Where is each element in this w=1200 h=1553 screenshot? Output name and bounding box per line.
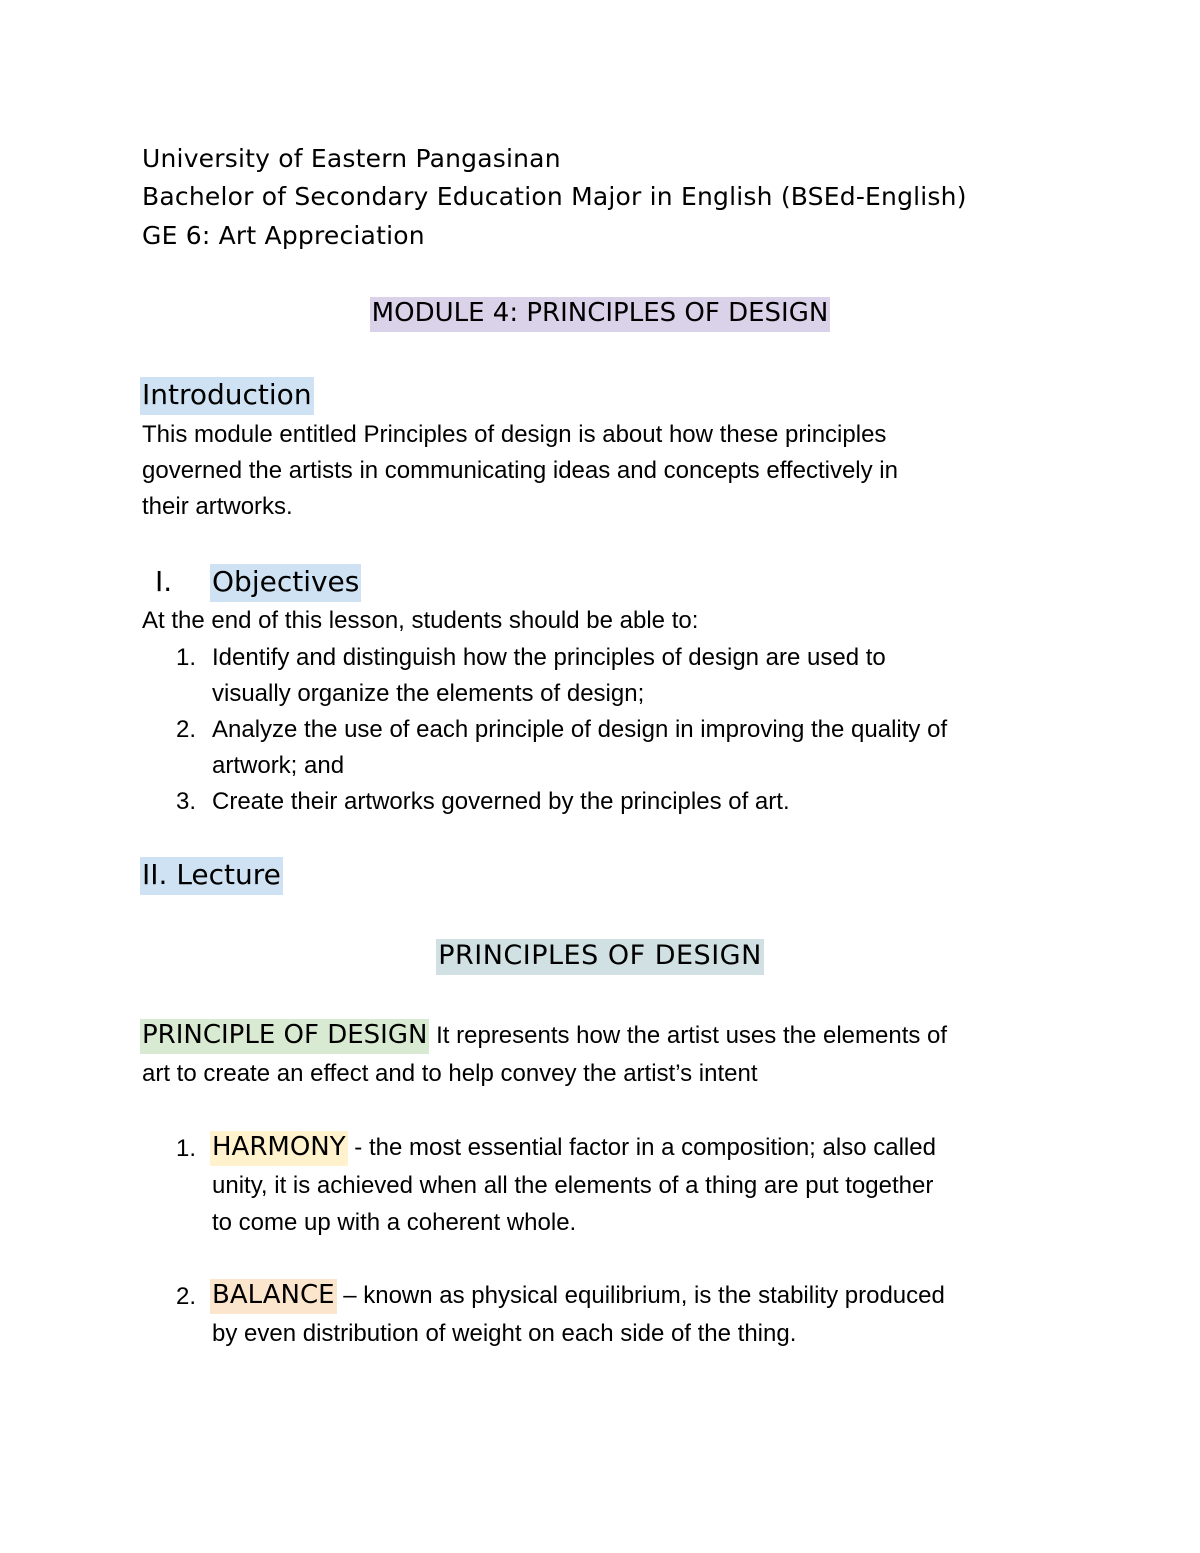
objective-number: 3.: [176, 788, 197, 815]
objective-line: visually organize the elements of design;: [212, 680, 645, 707]
balance-term: BALANCE: [210, 1279, 337, 1314]
harmony-text: - the most essential factor in a composition; also called: [347, 1134, 936, 1161]
principles-title: PRINCIPLES OF DESIGN: [436, 939, 764, 975]
objectives-numeral: I.: [155, 565, 173, 598]
lecture-heading: II. Lecture: [140, 857, 283, 895]
objectives-heading-row: [210, 565, 361, 598]
objective-number: 1.: [176, 644, 197, 671]
lecture-heading-row: [140, 858, 283, 891]
objectives-heading: Objectives: [210, 564, 361, 602]
balance-line-1: [210, 1280, 945, 1310]
harmony-line: unity, it is achieved when all the elements of a thing are put together: [212, 1172, 934, 1199]
course-name: GE 6: Art Appreciation: [142, 221, 425, 250]
balance-text: – known as physical equilibrium, is the stability produced: [336, 1282, 945, 1309]
principle-number: 1.: [176, 1135, 197, 1162]
definition-line-2: art to create an effect and to help convey the artist’s intent: [142, 1060, 758, 1087]
program-name: Bachelor of Secondary Education Major in English (BSEd-English): [142, 182, 967, 211]
introduction-line: This module entitled Principles of design is about how these principles: [142, 421, 887, 448]
objective-line: Create their artworks governed by the principles of art.: [212, 788, 790, 815]
harmony-line: to come up with a coherent whole.: [212, 1209, 577, 1236]
introduction-heading-row: [140, 378, 314, 411]
objective-line: Identify and distinguish how the principles of design are used to: [212, 644, 886, 671]
definition-line-1: [140, 1020, 947, 1050]
objective-number: 2.: [176, 716, 197, 743]
objectives-lead: At the end of this lesson, students should be able to:: [142, 607, 699, 634]
balance-line: by even distribution of weight on each side of the thing.: [212, 1320, 797, 1347]
objective-line: artwork; and: [212, 752, 345, 779]
introduction-line: their artworks.: [142, 493, 293, 520]
university-name: University of Eastern Pangasinan: [142, 144, 561, 173]
principles-title-row: [0, 940, 1200, 971]
module-title-row: [0, 298, 1200, 328]
harmony-line-1: [210, 1132, 936, 1162]
introduction-heading: Introduction: [140, 377, 314, 415]
definition-term: PRINCIPLE OF DESIGN: [140, 1019, 429, 1054]
module-title: MODULE 4: PRINCIPLES OF DESIGN: [370, 297, 831, 332]
objective-line: Analyze the use of each principle of design in improving the quality of: [212, 716, 948, 743]
introduction-line: governed the artists in communicating ideas and concepts effectively in: [142, 457, 898, 484]
harmony-term: HARMONY: [210, 1131, 348, 1166]
principle-number: 2.: [176, 1283, 197, 1310]
definition-text: It represents how the artist uses the elements of: [429, 1022, 948, 1049]
